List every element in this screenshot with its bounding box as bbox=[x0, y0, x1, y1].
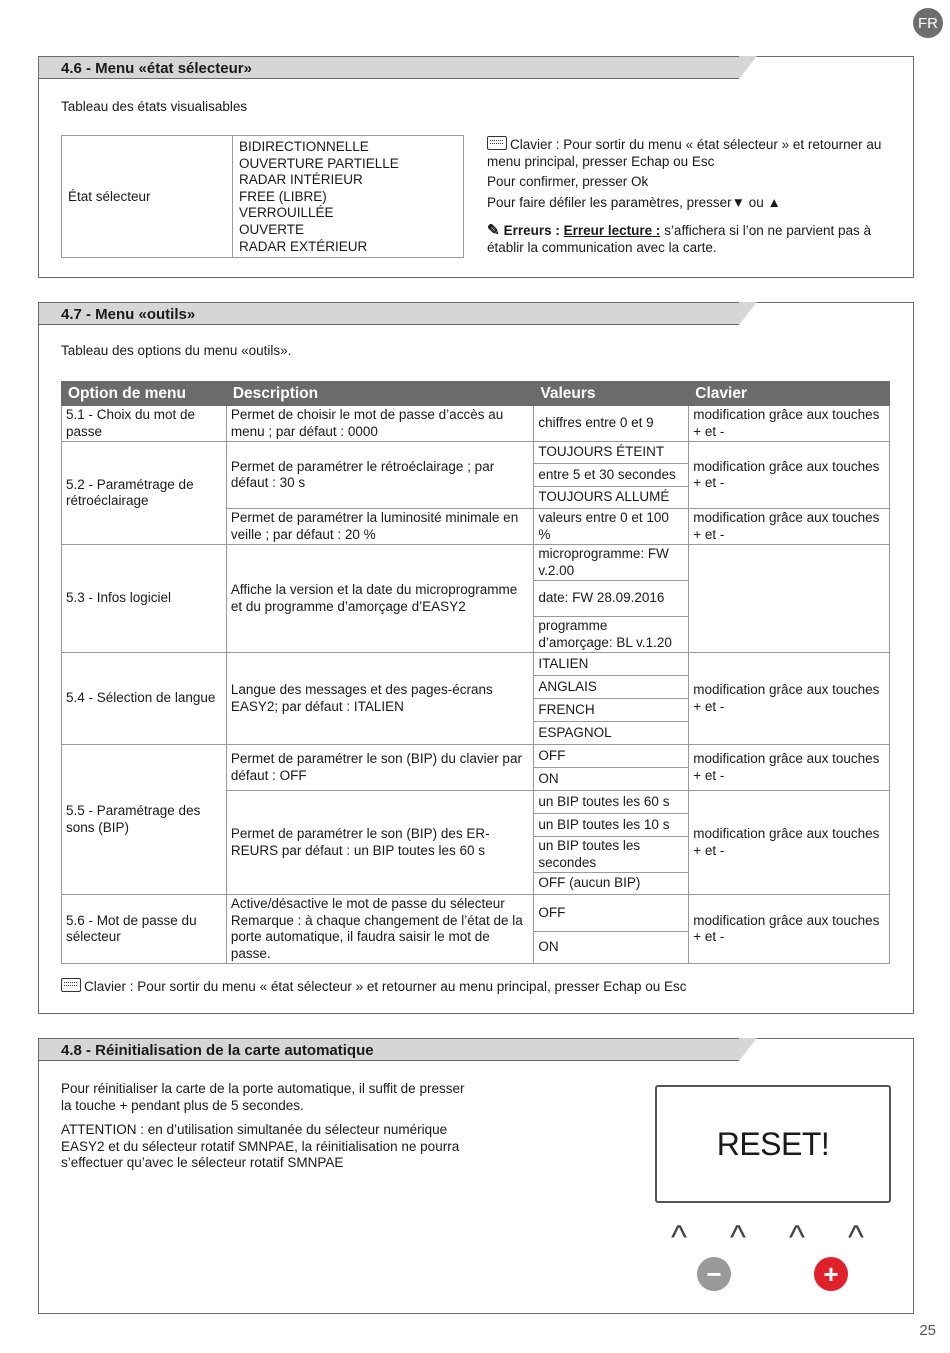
keyboard-cell: modification grâce aux touches + et - bbox=[689, 895, 890, 964]
page-number: 25 bbox=[919, 1322, 936, 1339]
description-cell: Permet de paramétrer le son (BIP) des ER-REURS par défaut : un BIP toutes les 60 s bbox=[226, 791, 534, 895]
table-header-row bbox=[62, 382, 890, 406]
value-cell: ON bbox=[534, 932, 689, 964]
value-cell: ON bbox=[534, 768, 689, 791]
keyboard-cell: modification grâce aux touches + et - bbox=[689, 406, 890, 442]
state-item: RADAR EXTÉRIEUR bbox=[239, 238, 368, 254]
value-cell: un BIP toutes les secondes bbox=[534, 837, 689, 873]
state-item: FREE (LIBRE) bbox=[239, 188, 327, 204]
value-cell: OFF bbox=[534, 895, 689, 932]
description-cell: Langue des messages et des pages-écrans EASY2; par défaut : ITALIEN bbox=[226, 653, 534, 745]
state-table bbox=[61, 135, 464, 258]
table-row bbox=[62, 545, 890, 581]
keyboard-cell: modification grâce aux touches + et - bbox=[689, 791, 890, 895]
state-label: État sélecteur bbox=[62, 136, 233, 257]
table-row bbox=[62, 406, 890, 442]
footer-text: Clavier : Pour sortir du menu « état sélecteur » et retourner au menu principal, presser Echap ou Esc bbox=[84, 979, 687, 994]
value-cell: chiffres entre 0 et 9 bbox=[534, 406, 689, 442]
option-cell: 5.2 - Paramétrage de rétroéclairage bbox=[62, 442, 227, 545]
error-icon: ✎ bbox=[487, 222, 500, 239]
minus-button[interactable]: − bbox=[697, 1257, 731, 1291]
value-cell: OFF bbox=[534, 745, 689, 768]
keyboard-icon bbox=[61, 978, 81, 992]
section-title: 4.6 - Menu «état sélecteur» bbox=[39, 57, 739, 79]
description-cell: Affiche la version et la date du microprogramme et du programme d’amorçage d’EASY2 bbox=[226, 545, 534, 653]
keyboard-cell bbox=[689, 545, 890, 653]
plus-button[interactable]: + bbox=[814, 1257, 848, 1291]
section-title: 4.8 - Réinitialisation de la carte automatique bbox=[39, 1039, 739, 1061]
state-item: OUVERTE bbox=[239, 221, 305, 237]
value-cell: FRENCH bbox=[534, 699, 689, 722]
keyboard-note bbox=[487, 136, 897, 260]
keyboard-note-line2: Pour confirmer, presser Ok bbox=[487, 174, 649, 189]
state-item: RADAR INTÉRIEUR bbox=[239, 172, 363, 188]
error-text: s’affichera si l’on ne parvient pas à établir la communication avec la carte. bbox=[487, 223, 872, 255]
value-cell: programme d’amorçage: BL v.1.20 bbox=[534, 617, 689, 653]
reset-instructions bbox=[61, 1081, 471, 1180]
description-cell: Active/désactive le mot de passe du sélecteur Remarque : à chaque changement de l’état de la porte automatique, il faudra saisir le mot de passe. bbox=[226, 895, 534, 964]
tools-table bbox=[61, 381, 890, 964]
table-row bbox=[62, 745, 890, 768]
section-intro: Tableau des options du menu «outils». bbox=[61, 343, 292, 358]
option-cell: 5.3 - Infos logiciel bbox=[62, 545, 227, 653]
table-row bbox=[62, 442, 890, 464]
value-cell: TOUJOURS ALLUMÉ bbox=[534, 487, 689, 509]
caret-up-icon: ^ bbox=[848, 1219, 864, 1257]
caret-up-icon: ^ bbox=[789, 1219, 805, 1257]
value-cell: ITALIEN bbox=[534, 653, 689, 676]
section-reinitialisation bbox=[38, 1038, 914, 1314]
error-word: Erreur lecture : bbox=[563, 223, 661, 238]
section-outils bbox=[38, 302, 914, 1014]
section-etat-selecteur bbox=[38, 56, 914, 278]
keyboard-cell: modification grâce aux touches + et - bbox=[689, 442, 890, 509]
option-cell: 5.1 - Choix du mot de passe bbox=[62, 406, 227, 442]
error-label: Erreurs : bbox=[503, 223, 560, 238]
keyboard-cell: modification grâce aux touches + et - bbox=[689, 745, 890, 791]
col-header: Valeurs bbox=[534, 382, 689, 406]
description-cell: Permet de paramétrer le rétroéclairage ; par défaut : 30 s bbox=[226, 442, 534, 509]
state-item: OUVERTURE PARTIELLE bbox=[239, 155, 399, 171]
option-cell: 5.5 - Paramétrage des sons (BIP) bbox=[62, 745, 227, 895]
option-cell: 5.6 - Mot de passe du sélecteur bbox=[62, 895, 227, 964]
state-item: BIDIRECTIONNELLE bbox=[239, 139, 369, 154]
caret-up-icon: ^ bbox=[671, 1219, 687, 1257]
col-header: Description bbox=[226, 382, 534, 406]
caret-up-icon: ^ bbox=[730, 1219, 746, 1257]
value-cell: entre 5 et 30 secondes bbox=[534, 464, 689, 487]
reset-warning: ATTENTION : en d’utilisation simultanée du sélecteur numérique EASY2 et du sélecteur rotatif SMNPAE, la réinitialisation ne pourra s’effectuer qu’avec le sélecteur rotatif SMNPAE bbox=[61, 1122, 460, 1170]
value-cell: un BIP toutes les 60 s bbox=[534, 791, 689, 814]
value-cell: TOUJOURS ÉTEINT bbox=[534, 442, 689, 464]
value-cell: ESPAGNOL bbox=[534, 722, 689, 745]
language-badge: FR bbox=[913, 8, 943, 38]
keyboard-cell: modification grâce aux touches + et - bbox=[689, 509, 890, 545]
keyboard-icon bbox=[487, 136, 507, 150]
col-header: Clavier bbox=[689, 382, 890, 406]
description-cell: Permet de paramétrer le son (BIP) du clavier par défaut : OFF bbox=[226, 745, 534, 791]
value-cell: date: FW 28.09.2016 bbox=[534, 581, 689, 617]
state-list bbox=[233, 136, 463, 257]
value-cell: valeurs entre 0 et 100 % bbox=[534, 509, 689, 545]
table-row bbox=[62, 653, 890, 676]
reset-display: RESET! bbox=[655, 1085, 891, 1203]
description-cell: Permet de paramétrer la luminosité minimale en veille ; par défaut : 20 % bbox=[226, 509, 534, 545]
reset-paragraph: Pour réinitialiser la carte de la porte automatique, il suffit de presser la touche + pendant plus de 5 secondes. bbox=[61, 1081, 465, 1113]
section-title: 4.7 - Menu «outils» bbox=[39, 303, 739, 325]
value-cell: un BIP toutes les 10 s bbox=[534, 814, 689, 837]
section-intro: Tableau des états visualisables bbox=[61, 99, 248, 114]
state-item: VERROUILLÉE bbox=[239, 205, 334, 221]
table-row bbox=[62, 895, 890, 932]
value-cell: OFF (aucun BIP) bbox=[534, 873, 689, 895]
value-cell: ANGLAIS bbox=[534, 676, 689, 699]
keyboard-note-line1: Clavier : Pour sortir du menu « état sélecteur » et retourner au menu principal, presser Echap ou Esc bbox=[487, 137, 882, 169]
option-cell: 5.4 - Sélection de langue bbox=[62, 653, 227, 745]
description-cell: Permet de choisir le mot de passe d’accès au menu ; par défaut : 0000 bbox=[226, 406, 534, 442]
keyboard-footer-note bbox=[61, 978, 687, 994]
value-cell: microprogramme: FW v.2.00 bbox=[534, 545, 689, 581]
keyboard-note-line3: Pour faire défiler les paramètres, presser▼ ou ▲ bbox=[487, 194, 781, 210]
col-header: Option de menu bbox=[62, 382, 227, 406]
keyboard-cell: modification grâce aux touches + et - bbox=[689, 653, 890, 745]
